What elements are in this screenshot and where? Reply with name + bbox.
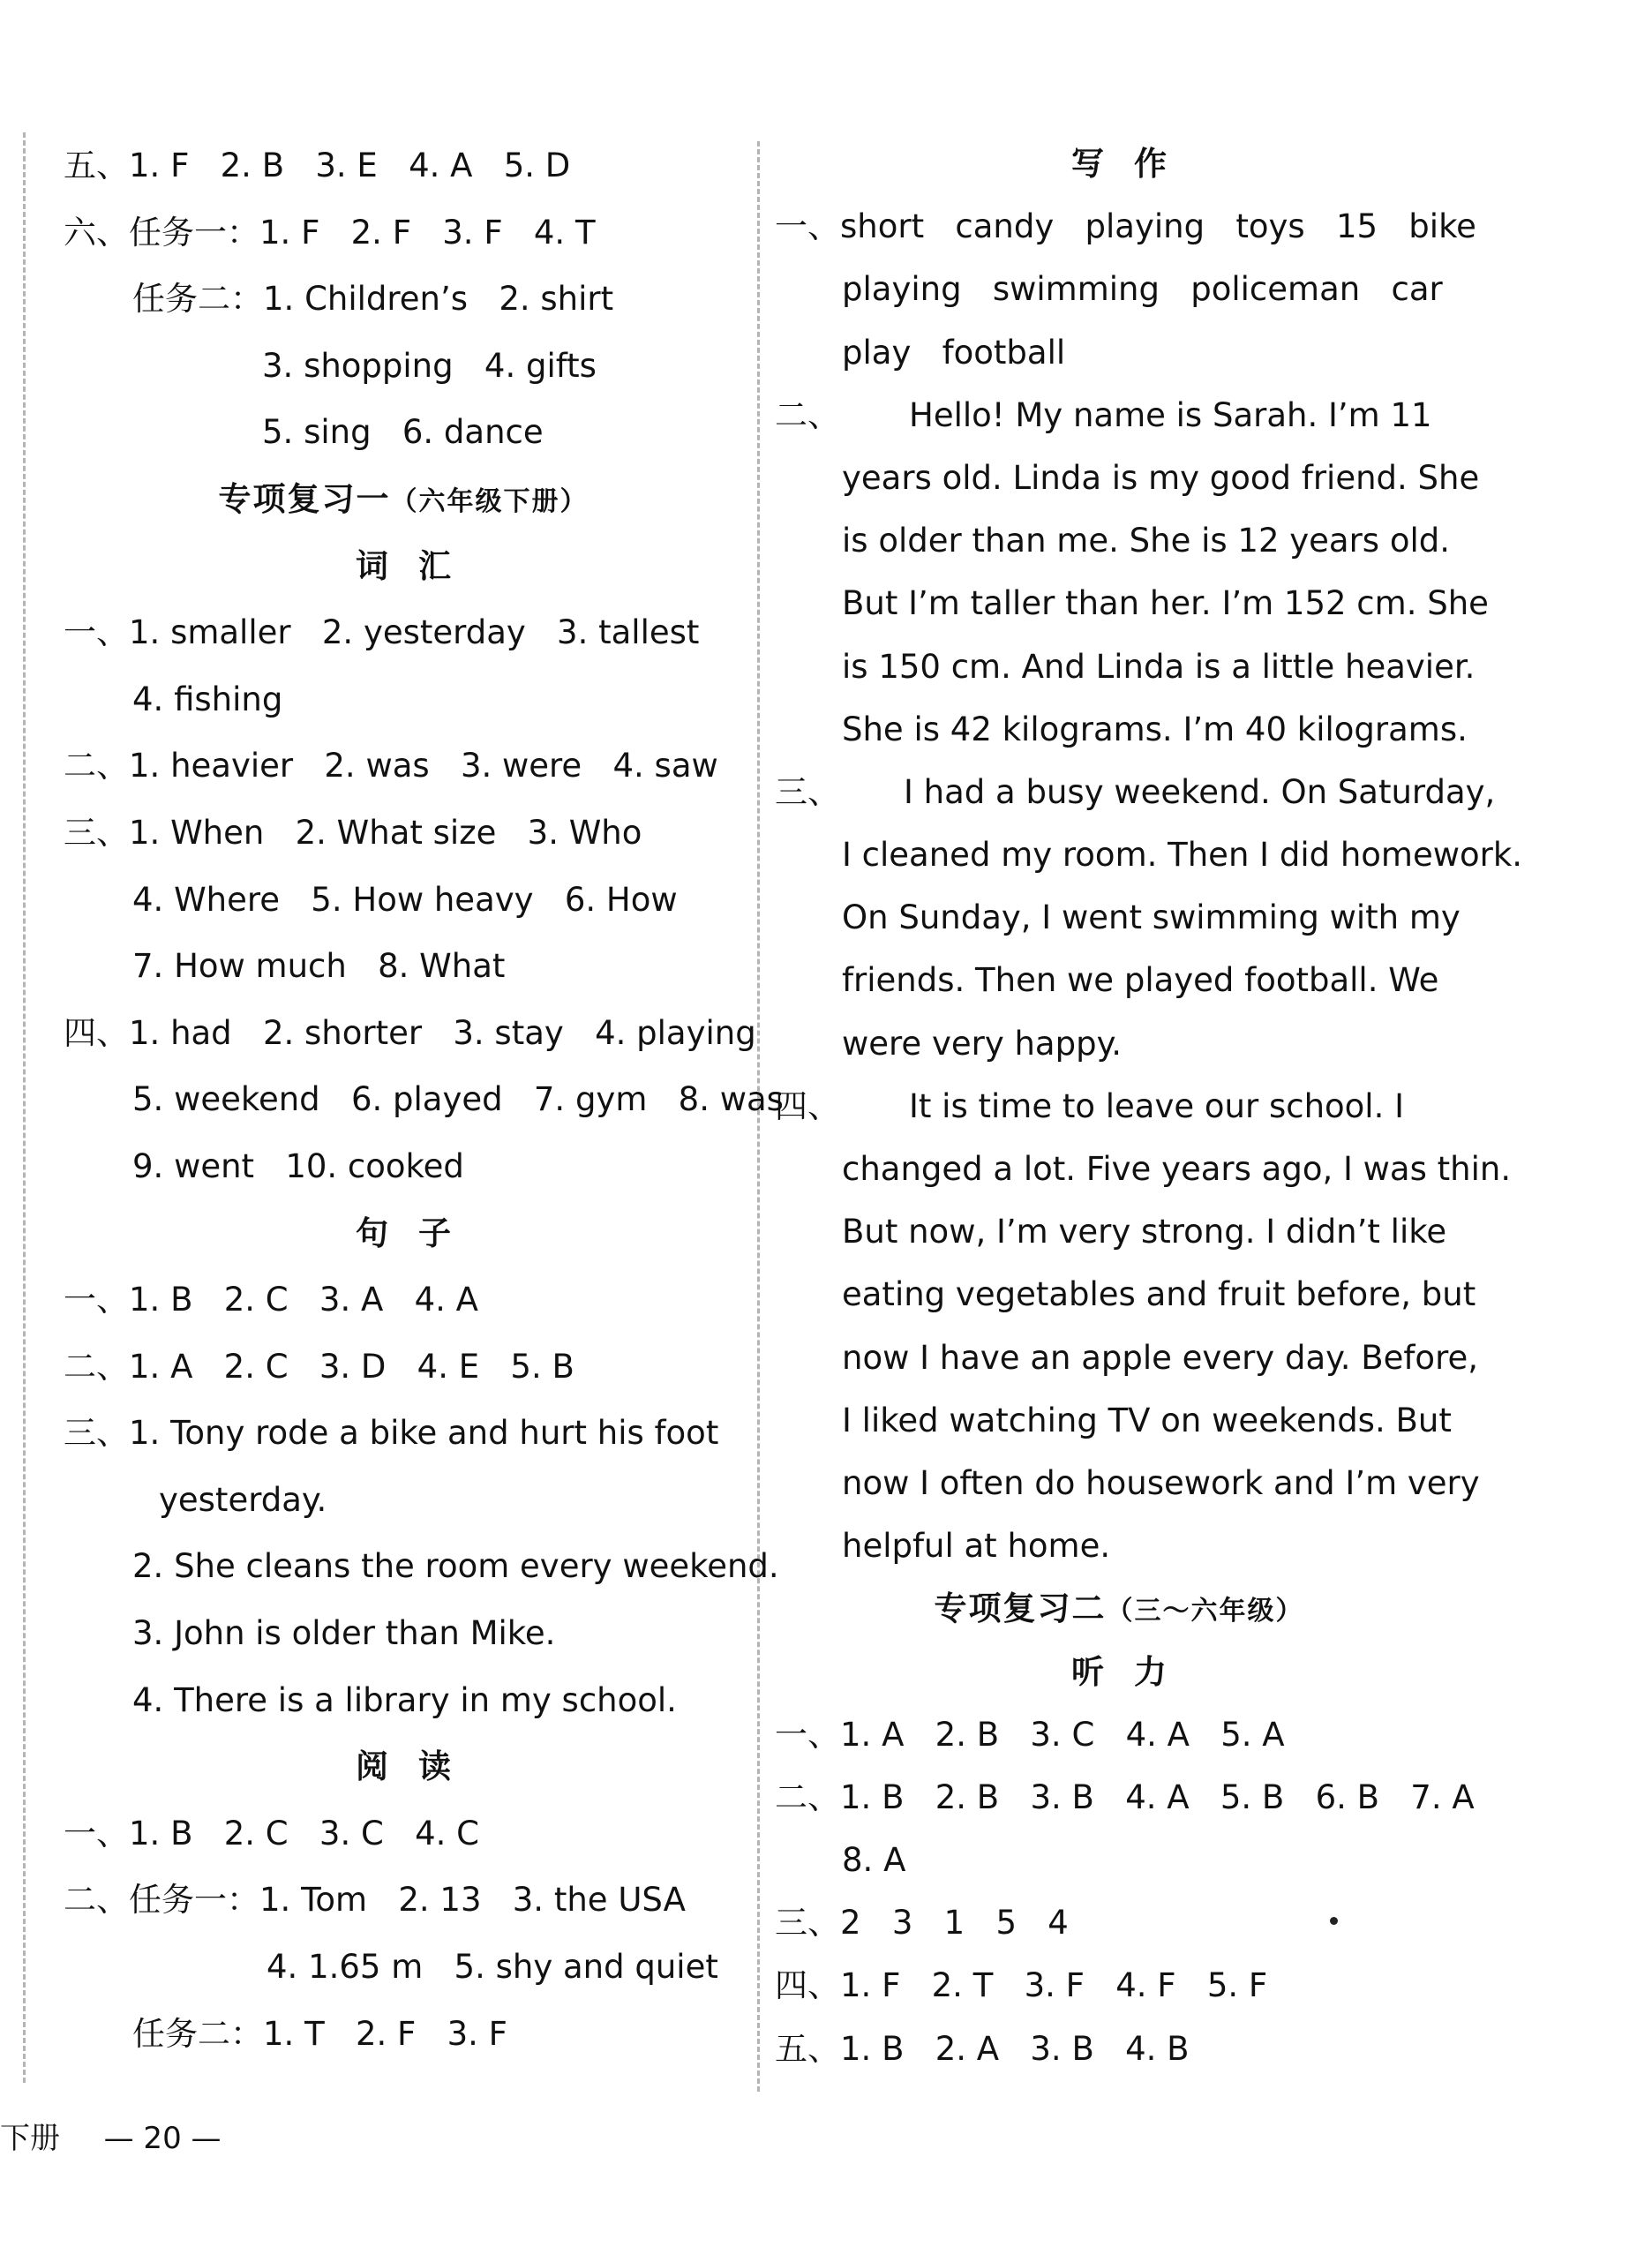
answer-line: I liked watching TV on weekends. But xyxy=(842,1401,1452,1439)
answer-line: 二、1. heavier 2. was 3. were 4. saw xyxy=(64,747,718,785)
subsection-heading-vocabulary: 词汇 xyxy=(356,546,481,585)
answer-line: 5. weekend 6. played 7. gym 8. was xyxy=(132,1080,784,1119)
subsection-heading-writing: 写作 xyxy=(1071,145,1197,183)
answer-line: is 150 cm. And Linda is a little heavier. xyxy=(842,647,1476,686)
subsection-heading-sentences: 句子 xyxy=(356,1214,481,1252)
answer-line: years old. Linda is my good friend. She xyxy=(842,458,1480,497)
answer-line: 任务二：1. Children’s 2. shirt xyxy=(132,280,614,319)
answer-line: 六、任务一：1. F 2. F 3. F 4. T xyxy=(64,213,596,252)
answer-line: 7. How much 8. What xyxy=(132,947,506,986)
answer-line: 一、1. smaller 2. yesterday 3. tallest xyxy=(64,613,700,652)
footer-grade: 下册 xyxy=(0,2121,60,2156)
answer-line: changed a lot. Five years ago, I was thin. xyxy=(842,1150,1512,1188)
answer-line: 三、 I had a busy weekend. On Saturday, xyxy=(775,772,1496,811)
answer-line: were very happy. xyxy=(842,1024,1122,1063)
left-margin-dashed-line xyxy=(23,132,26,2083)
stray-dot-mark xyxy=(1330,1917,1338,1925)
right-column xyxy=(775,132,1523,2080)
answer-line: 三、1. When 2. What size 3. Who xyxy=(64,813,642,852)
answer-line: 二、1. B 2. B 3. B 4. A 5. B 6. B 7. A xyxy=(775,1777,1475,1816)
answer-line: 3. shopping 4. gifts xyxy=(262,346,597,385)
answer-line: now I often do housework and I’m very xyxy=(842,1463,1480,1502)
subsection-heading-reading: 阅读 xyxy=(356,1747,481,1786)
section-title: 专项复习一（六年级下册） xyxy=(218,479,589,518)
answer-line: 四、1. had 2. shorter 3. stay 4. playing xyxy=(64,1013,756,1052)
answer-line: 任务二：1. T 2. F 3. F xyxy=(132,2014,507,2053)
subsection-heading-listening: 听力 xyxy=(1071,1652,1197,1691)
answer-line: 二、 Hello! My name is Sarah. I’m 11 xyxy=(775,395,1432,434)
answer-line: 四、1. F 2. T 3. F 4. F 5. F xyxy=(775,1966,1268,2005)
answer-line: 4. 1.65 m 5. shy and quiet xyxy=(267,1948,718,1987)
answer-line: 五、1. B 2. A 3. B 4. B xyxy=(775,2029,1190,2068)
answer-line: helpful at home. xyxy=(842,1527,1111,1566)
answer-line: 一、1. A 2. B 3. C 4. A 5. A xyxy=(775,1715,1285,1754)
answer-line: now I have an apple every day. Before, xyxy=(842,1338,1478,1377)
answer-line: 4. Where 5. How heavy 6. How xyxy=(132,880,678,919)
answer-line: 8. A xyxy=(842,1841,906,1880)
answer-line: 五、1. F 2. B 3. E 4. A 5. D xyxy=(64,147,571,184)
answer-line: yesterday. xyxy=(159,1480,327,1519)
answer-line: is older than me. She is 12 years old. xyxy=(842,522,1450,560)
answer-line: 9. went 10. cooked xyxy=(132,1146,464,1185)
answer-line: 5. sing 6. dance xyxy=(262,413,544,452)
answer-line: 二、任务一：1. Tom 2. 13 3. the USA xyxy=(64,1881,686,1920)
answer-line: She is 42 kilograms. I’m 40 kilograms. xyxy=(842,710,1468,748)
answer-line: 二、1. A 2. C 3. D 4. E 5. B xyxy=(64,1347,574,1386)
answer-line: 一、short candy playing toys 15 bike xyxy=(775,207,1476,246)
answer-line: friends. Then we played football. We xyxy=(842,961,1439,1000)
section-title: 专项复习二（三～六年级） xyxy=(934,1589,1304,1628)
answer-line: 三、1. Tony rode a bike and hurt his foot xyxy=(64,1414,719,1453)
answer-line: I cleaned my room. Then I did homework. xyxy=(842,836,1523,875)
answer-line: 3. John is older than Mike. xyxy=(132,1614,556,1653)
page-number: — 20 — xyxy=(103,2121,222,2156)
answer-line: 三、2 3 1 5 4 xyxy=(775,1904,1069,1943)
answer-line: play football xyxy=(842,333,1066,372)
page-footer xyxy=(0,2114,222,2163)
answer-line: eating vegetables and fruit before, but xyxy=(842,1275,1476,1314)
answer-line: 一、1. B 2. C 3. C 4. C xyxy=(64,1814,479,1852)
answer-line: 四、 It is time to leave our school. I xyxy=(775,1086,1405,1125)
answer-line: 2. She cleans the room every weekend. xyxy=(132,1547,779,1586)
answer-line: 4. There is a library in my school. xyxy=(132,1680,677,1719)
answer-line: playing swimming policeman car xyxy=(842,270,1443,309)
answer-line: But I’m taller than her. I’m 152 cm. She xyxy=(842,584,1489,623)
answer-line: On Sunday, I went swimming with my xyxy=(842,898,1461,937)
left-column xyxy=(64,132,784,2067)
answer-line: But now, I’m very strong. I didn’t like xyxy=(842,1213,1447,1251)
answer-line: 一、1. B 2. C 3. A 4. A xyxy=(64,1281,478,1319)
answer-line: 4. fishing xyxy=(132,680,283,718)
